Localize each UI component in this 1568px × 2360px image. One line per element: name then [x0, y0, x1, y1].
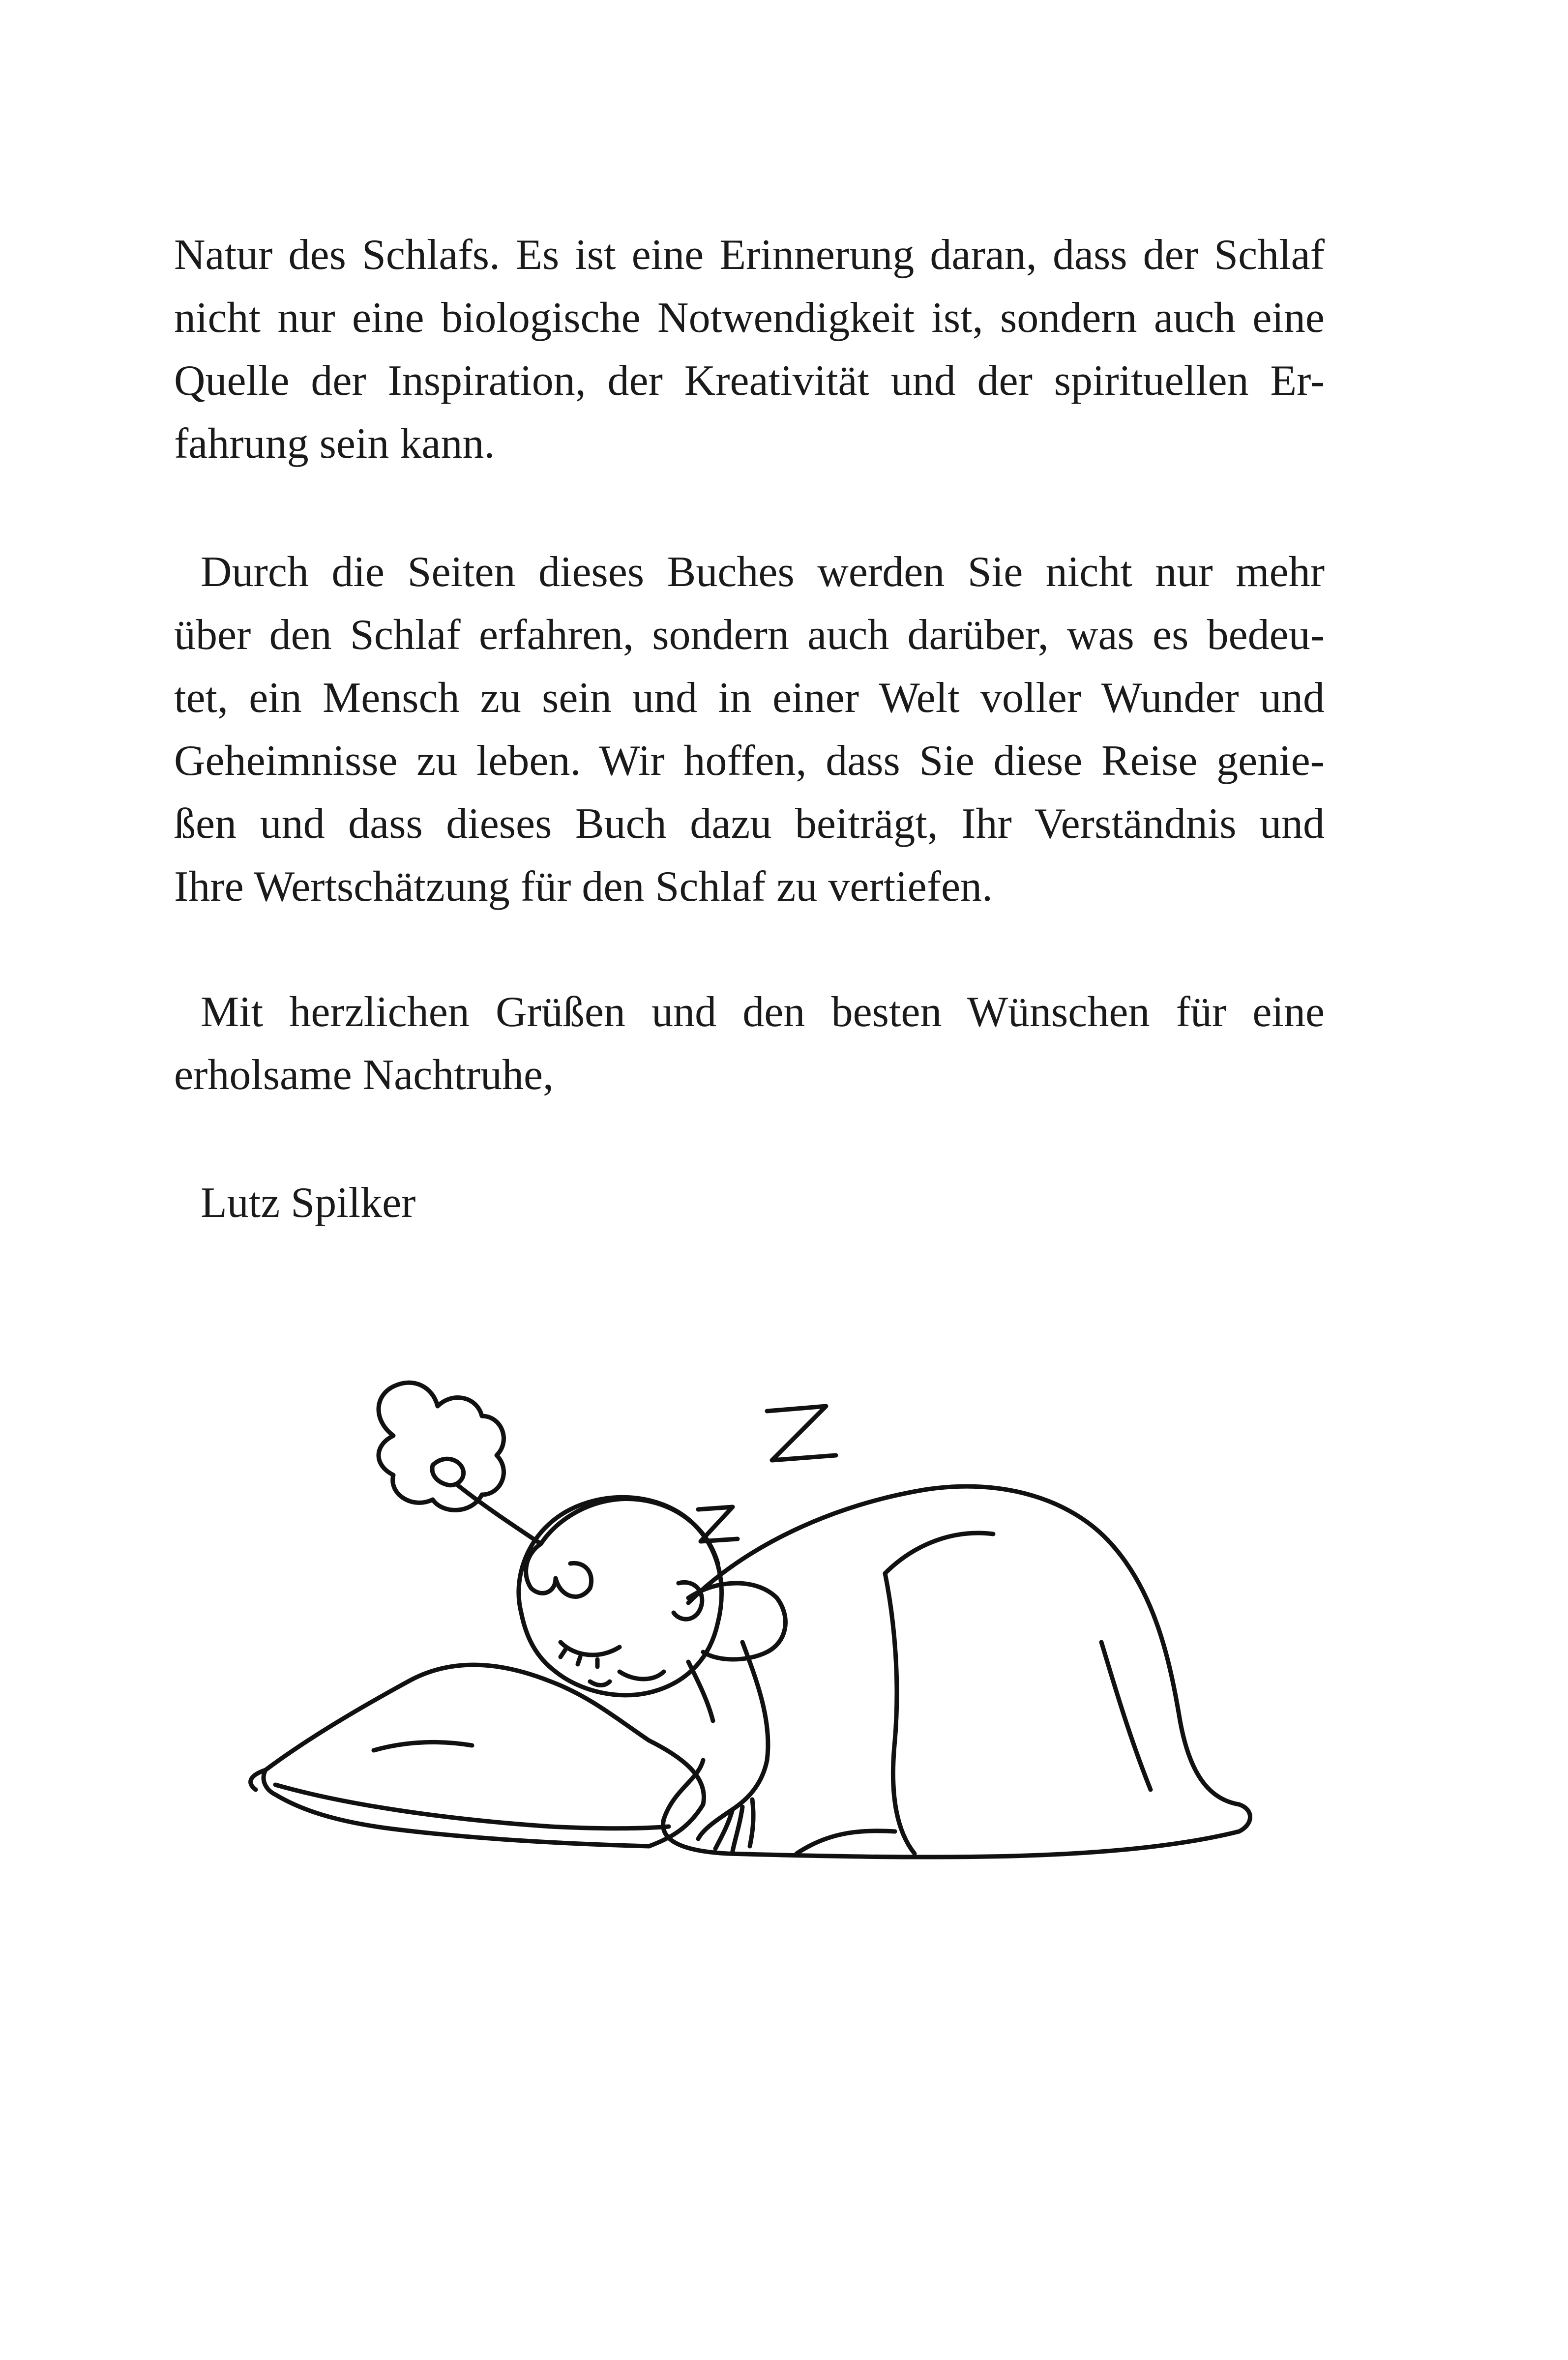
paragraph-1: [174, 224, 1325, 475]
closed-eye: [561, 1642, 620, 1655]
paragraph-3: [174, 981, 1325, 1107]
pillow-seam: [275, 1785, 669, 1829]
mouth: [590, 1682, 610, 1685]
blanket-fold-3: [1101, 1642, 1151, 1790]
hair-tie: [457, 1485, 541, 1544]
text-line: erholsame Nachtruhe,: [174, 1051, 554, 1099]
text-line: nicht nur eine biologische Notwendigkeit ist, sondern auch eine: [174, 294, 1325, 342]
text-line: Geheimnisse zu leben. Wir hoffen, dass Sie diese Reise genie-: [174, 737, 1325, 785]
text-line: Mit herzlichen Grüßen und den besten Wünschen für eine: [201, 988, 1325, 1036]
text-line: tet, ein Mensch zu sein und in einer Welt voller Wunder und: [174, 674, 1325, 722]
arm-outline: [733, 1642, 768, 1809]
blanket-fold-1: [885, 1573, 915, 1854]
snore-z-small-icon: [698, 1507, 738, 1541]
hand: [698, 1800, 753, 1851]
text-line: Natur des Schlafs. Es ist eine Erinnerung daran, dass der Schlaf: [174, 231, 1325, 279]
pillow-fold: [374, 1742, 472, 1750]
cheek: [620, 1672, 664, 1679]
hair-bow: [432, 1459, 464, 1485]
text-line: ßen und dass dieses Buch dazu beiträgt, Ihr Verständnis und: [174, 800, 1325, 848]
blanket-fold-2: [885, 1533, 993, 1573]
paragraph-2: [174, 541, 1325, 918]
signature: [174, 1172, 1325, 1235]
text-line: Durch die Seiten dieses Buches werden Sie nicht nur mehr: [201, 548, 1325, 596]
hair-curl-1: [526, 1544, 556, 1593]
signature-text: Lutz Spilker: [201, 1179, 416, 1227]
neck: [688, 1662, 713, 1721]
blanket-edge: [797, 1831, 895, 1854]
sleeping-child-svg: [246, 1367, 1259, 1898]
hair-curl-3: [570, 1563, 592, 1588]
hair-curl-2: [556, 1578, 590, 1596]
text-line: Ihre Wertschätzung für den Schlaf zu vertiefen.: [174, 863, 993, 911]
snore-z-large-icon: [767, 1406, 836, 1460]
sleeping-child-illustration: [246, 1367, 1259, 1898]
hair-bun: [379, 1383, 503, 1510]
text-line: fahrung sein kann.: [174, 420, 495, 468]
text-line: über den Schlaf erfahren, sondern auch darüber, was es bedeu-: [174, 611, 1325, 659]
text-line: Quelle der Inspiration, der Kreativität und der spirituellen Er-: [174, 357, 1325, 405]
